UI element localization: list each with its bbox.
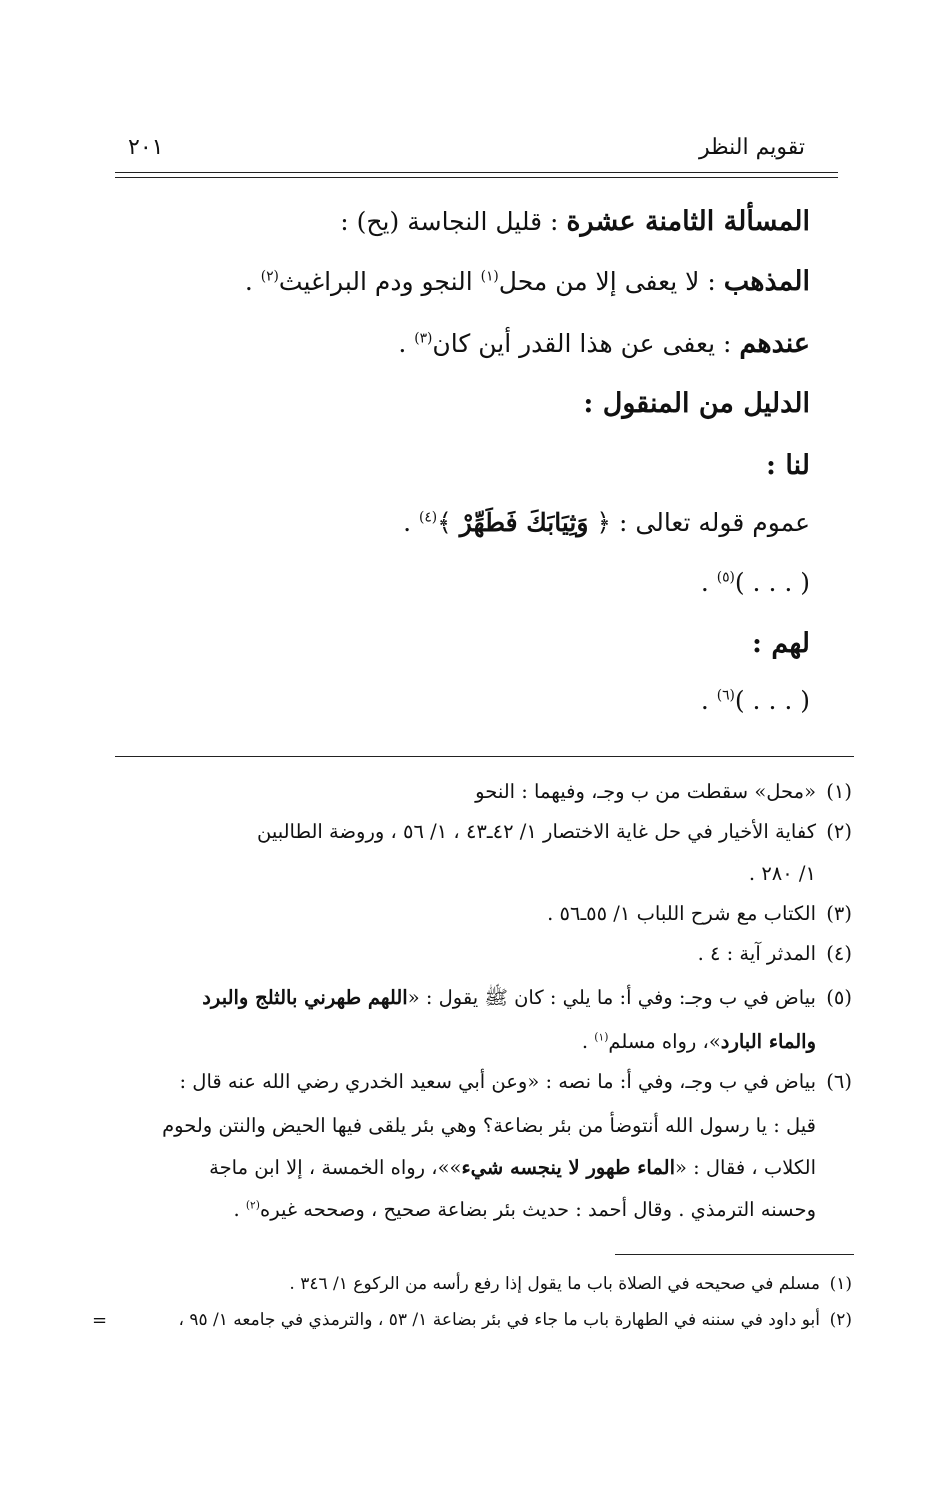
- subnote-1-text: مسلم في صحيحه في الصلاة باب ما يقول إذا رفع رأسه من الركوع ١/ ٣٤٦ .: [289, 1274, 820, 1294]
- ellipsis-line-2: [701, 688, 810, 713]
- header-rule-top: [115, 172, 838, 173]
- footnote-6-line-4: [233, 1198, 816, 1221]
- issue-title: المسألة الثامنة عشرة: [566, 206, 810, 237]
- umum-text: عموم قوله تعالى : ﴿: [588, 508, 810, 537]
- footnote-6-line-3: [209, 1156, 816, 1179]
- footnote-5-hadith: اللهم طهرني بالثلج والبرد: [202, 986, 408, 1009]
- footnote-2: [257, 822, 852, 842]
- footnote-3-number: (٣): [826, 902, 852, 925]
- continuation-mark: =: [92, 1310, 108, 1331]
- ellipsis-line-1: [701, 570, 810, 595]
- footnote-6-number: (٦): [826, 1070, 852, 1093]
- footnote-4: [698, 944, 852, 964]
- footnote-3-text: الكتاب مع شرح اللباب ١/ ٥٥ـ٥٦ .: [547, 902, 816, 925]
- footnote-ref-4: (٤): [419, 509, 438, 526]
- footnote-5-hadith-end: والماء البارد: [720, 1030, 816, 1053]
- indahum-end: .: [398, 329, 415, 358]
- issue-subject: : قليل النجاسة (يح) :: [340, 207, 559, 236]
- footnote-4-number: (٤): [826, 942, 852, 965]
- subnote-ref-1: (١): [594, 1030, 609, 1044]
- subnote-2-text: أبو داود في سننه في الطهارة باب ما جاء في بئر بضاعة ١/ ٥٣ ، والترمذي في جامعه ١/ ٩٥ ،: [178, 1310, 820, 1330]
- footnote-5-number: (٥): [826, 986, 852, 1009]
- subnotes-separator: [615, 1254, 854, 1255]
- running-header-title: تقويم النظر: [698, 135, 805, 160]
- subnote-1-number: (١): [829, 1274, 852, 1294]
- footnote-5: [202, 988, 852, 1008]
- indahum-text: : يعفى عن هذا القدر أين كان: [432, 329, 732, 358]
- footnote-2-continued: ١/ ٢٨٠ .: [748, 862, 816, 885]
- header-rule-bottom: [115, 177, 838, 178]
- ellipsis-1: ( . . . ): [734, 568, 810, 597]
- footnote-3: [547, 904, 852, 924]
- madhhab-end: .: [244, 267, 261, 296]
- madhhab-label: المذهب: [723, 266, 810, 297]
- subnote-2-number: (٢): [829, 1310, 852, 1330]
- footnote-5-continued: [582, 1030, 816, 1053]
- ellipsis-2-end: .: [700, 686, 717, 715]
- footnote-6-line-4-text: وحسنه الترمذي . وقال أحمد : حديث بئر بضاعة صحيح ، وصححه غيره: [259, 1198, 816, 1221]
- footnote-ref-2: (٢): [260, 268, 279, 285]
- indahum-line: [398, 330, 810, 357]
- lahum-heading: لهم :: [751, 628, 810, 659]
- madhhab-text-a: : لا يعفى إلا من محل: [498, 267, 716, 296]
- subnote-1: [289, 1274, 852, 1294]
- evidence-heading: الدليل من المنقول :: [583, 388, 810, 419]
- footnote-6-line-3-a: الكلاب ، فقال : «: [674, 1156, 816, 1179]
- footnote-ref-6: (٦): [716, 687, 735, 704]
- quran-verse: وَثِيَابَكَ فَطَهِّرْ: [459, 508, 589, 537]
- footnote-1-number: (١): [826, 780, 852, 803]
- subnote-2: [178, 1310, 852, 1330]
- madhhab-text-b: النجو ودم البراغيث: [278, 267, 481, 296]
- umum-line: [403, 510, 810, 535]
- footnote-4-text: المدثر آية : ٤ .: [697, 942, 816, 965]
- footnote-ref-3: (٣): [414, 330, 433, 347]
- ellipsis-2: ( . . . ): [734, 686, 810, 715]
- footnote-6: [180, 1072, 852, 1092]
- madhhab-line: [245, 268, 810, 295]
- footnote-5-end: .: [581, 1030, 595, 1053]
- footnote-1-text: «محل» سقطت من ب وجـ، وفيهما : النحو: [475, 780, 816, 803]
- page-number: ٢٠١: [128, 135, 164, 160]
- footnote-5-text-a: بياض في ب وجـ: وفي أ: ما يلي : كان ﷺ يقول : «: [407, 986, 816, 1009]
- footnotes-separator: [115, 756, 854, 757]
- footnote-1: [475, 782, 852, 802]
- footnote-6-hadith: الماء طهور لا ينجسه شيء: [461, 1156, 675, 1179]
- quran-close-bracket: ﴾: [437, 508, 460, 537]
- footnote-6-line-1: بياض في ب وجـ، وفي أ: ما نصه : «وعن أبي سعيد الخدري رضي الله عنه قال :: [179, 1070, 816, 1093]
- footnote-2-number: (٢): [826, 820, 852, 843]
- footnote-ref-5: (٥): [716, 569, 735, 586]
- issue-title-line: [340, 208, 810, 235]
- lana-heading: لنا :: [766, 450, 810, 481]
- ellipsis-1-end: .: [700, 568, 717, 597]
- indahum-label: عندهم: [739, 328, 810, 359]
- footnote-ref-1: (١): [480, 268, 499, 285]
- footnote-5-text-b: »، رواه مسلم: [608, 1030, 721, 1053]
- subnote-ref-2: (٢): [245, 1198, 260, 1212]
- footnote-6-end: .: [233, 1198, 246, 1221]
- umum-end: .: [403, 508, 419, 537]
- footnote-2-text: كفاية الأخيار في حل غاية الاختصار ١/ ٤٢ـ٤٣ ، ١/ ٥٦ ، وروضة الطالبين: [257, 820, 816, 843]
- footnote-6-line-3-b: »»، رواه الخمسة ، إلا ابن ماجة: [209, 1156, 462, 1179]
- footnote-6-line-2: قيل : يا رسول الله أنتوضأ من بئر بضاعة؟ وهي بئر يلقى فيها الحيض والنتن ولحوم: [162, 1114, 816, 1137]
